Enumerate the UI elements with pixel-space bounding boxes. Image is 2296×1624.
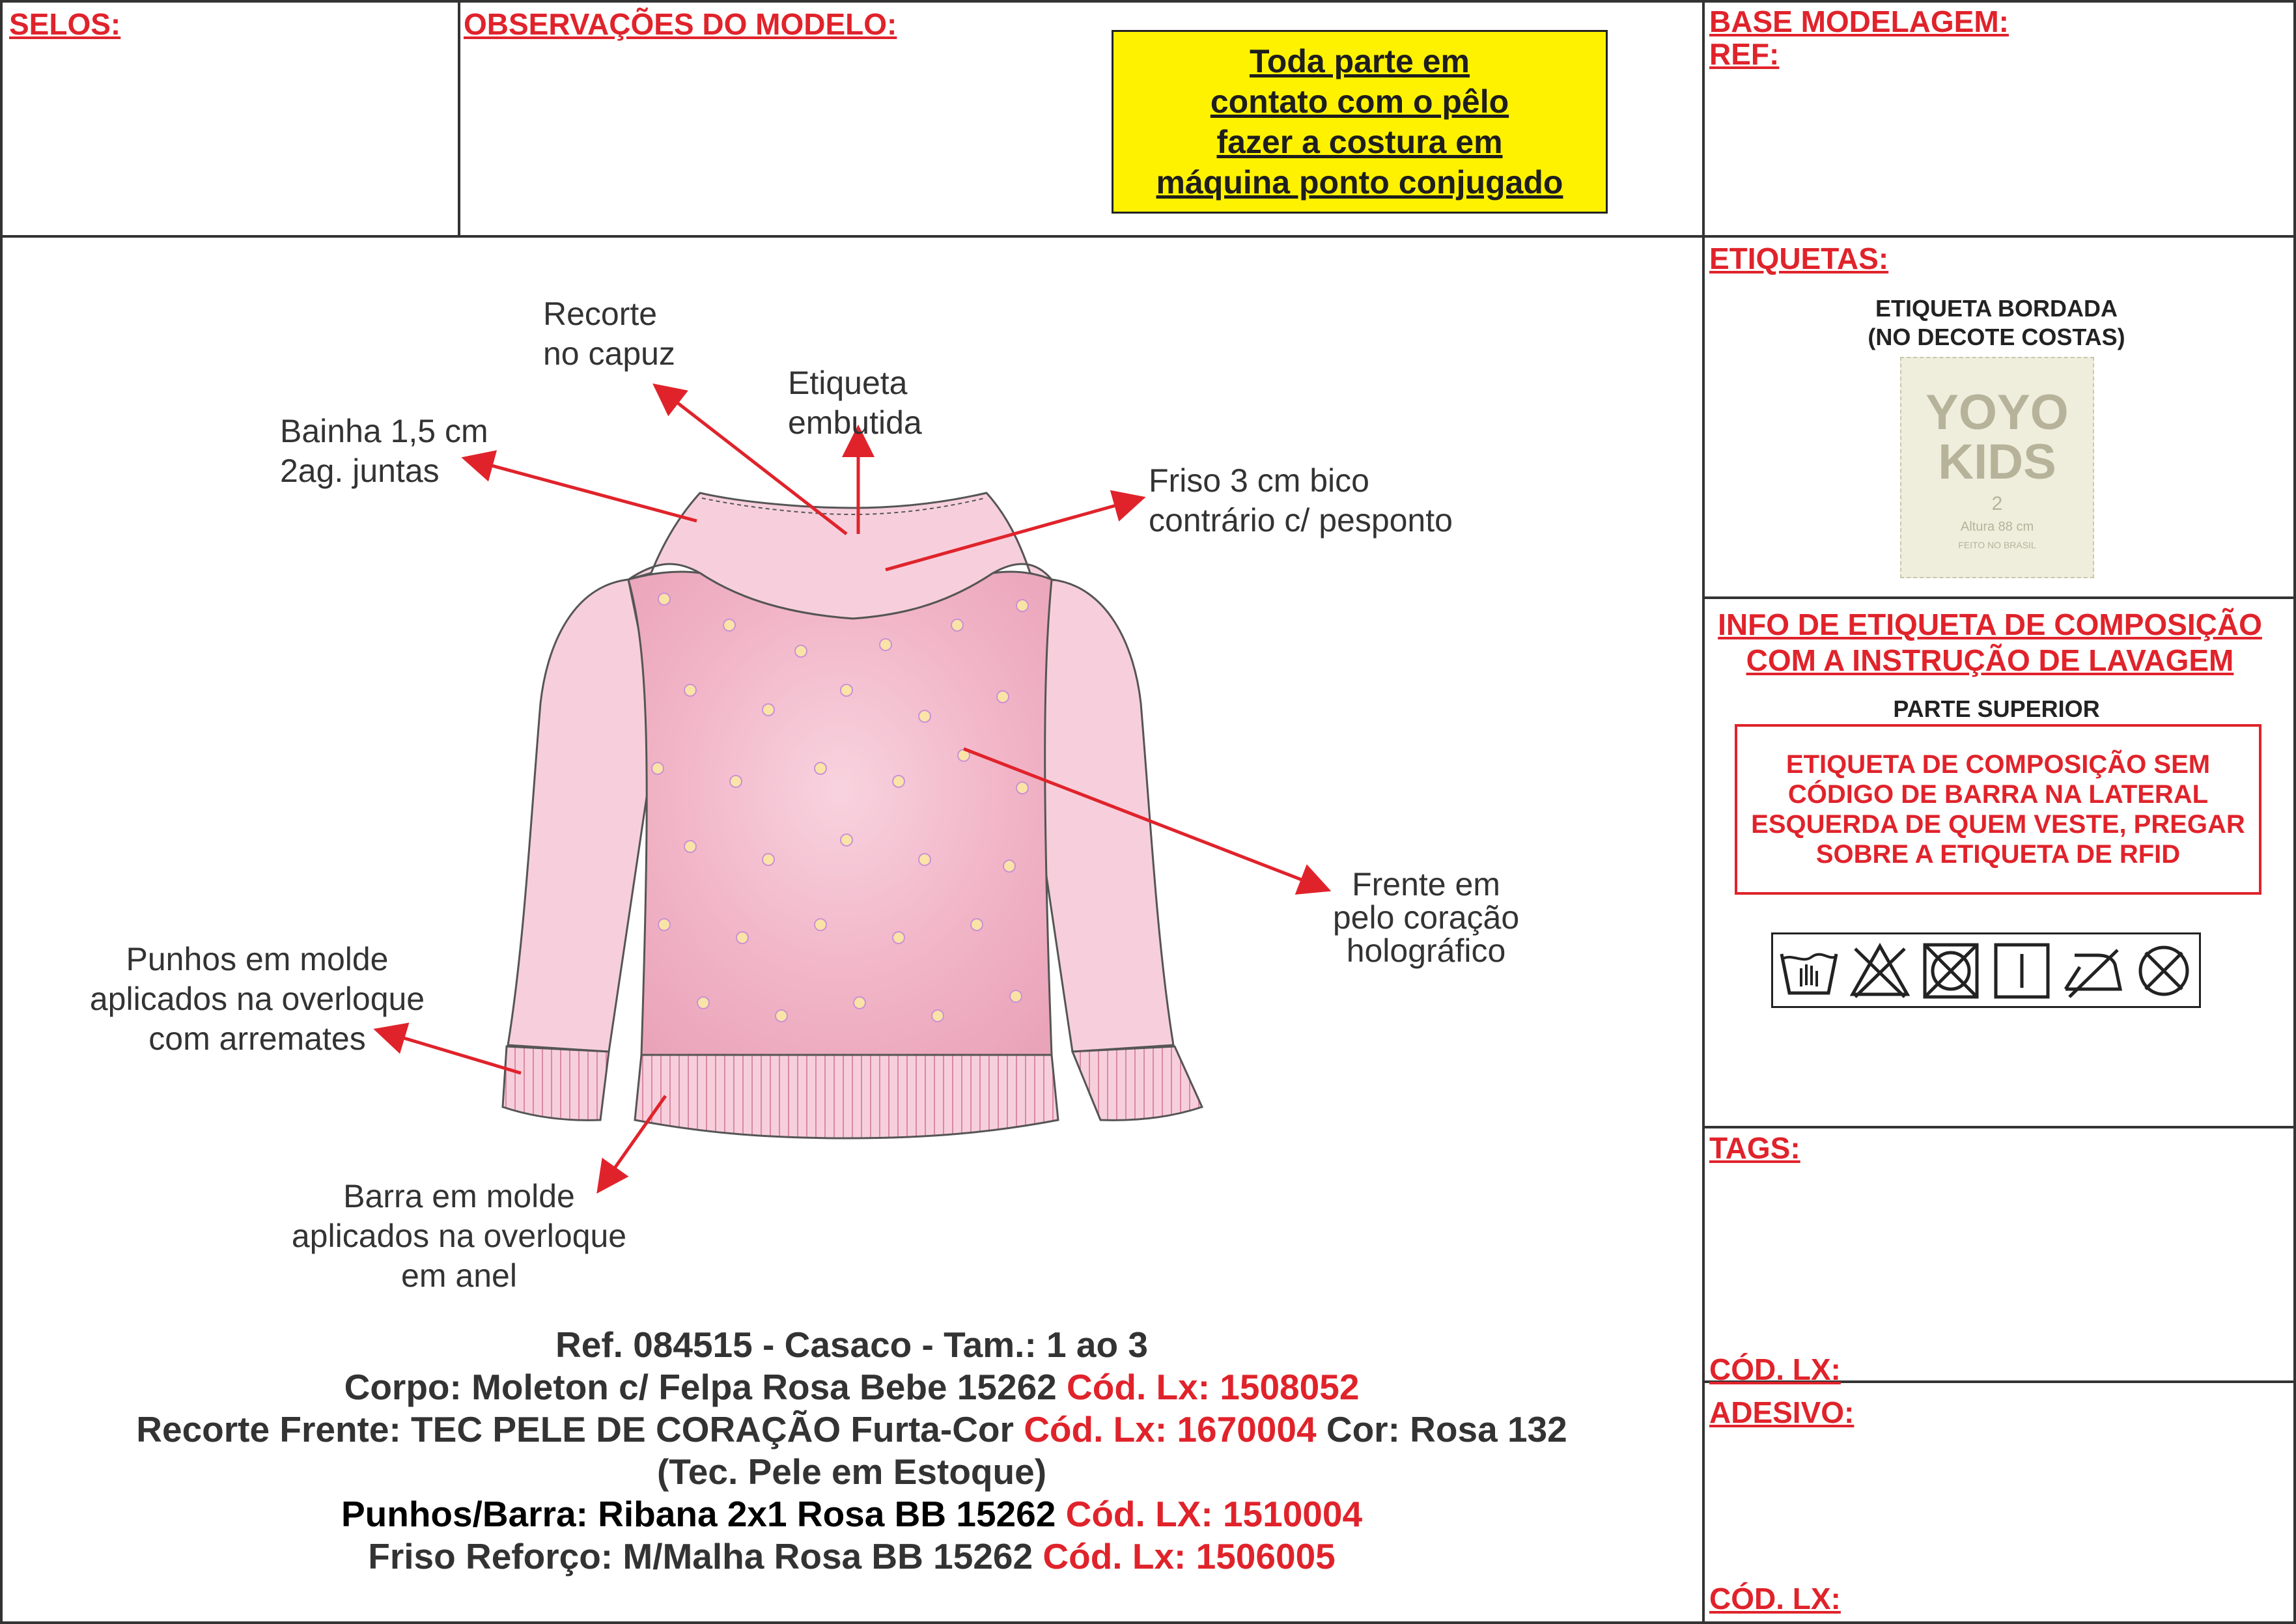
callout-line: Frente em	[1352, 866, 1500, 903]
etiquetas-header: ETIQUETAS:	[1709, 242, 1889, 275]
observation-note	[1112, 30, 1608, 214]
no-tumble-dry-icon	[1918, 941, 1983, 1000]
selos-header: SELOS:	[9, 7, 121, 41]
spec-estoque-line: (Tec. Pele em Estoque)	[656, 1451, 1047, 1492]
line-dry-icon	[1989, 941, 2054, 1000]
etiqueta-description	[1801, 294, 2192, 352]
callout-line: Barra em molde	[343, 1178, 575, 1214]
callout-line: Friso 3 cm bico	[1149, 462, 1369, 499]
observacoes-header: OBSERVAÇÕES DO MODELO:	[464, 7, 897, 41]
callout-bainha	[280, 412, 488, 491]
note-line: máquina ponto conjugado	[1156, 164, 1563, 201]
spec-text: Punhos/Barra: Ribana 2x1 Rosa BB 15262	[341, 1494, 1066, 1534]
header-line: INFO DE ETIQUETA DE COMPOSIÇÃO	[1718, 608, 2262, 641]
callout-friso	[1149, 461, 1453, 540]
parte-superior-label: PARTE SUPERIOR	[1893, 695, 2100, 722]
spec-text: Cor: Rosa 132	[1316, 1409, 1567, 1449]
tags-header: TAGS:	[1709, 1131, 1800, 1165]
callout-line: em anel	[401, 1257, 517, 1294]
spec-punhos-line	[0, 1493, 1703, 1535]
header-line: COM A INSTRUÇÃO DE LAVAGEM	[1746, 643, 2234, 678]
adesivo-cod-lx: CÓD. LX:	[1709, 1582, 1841, 1616]
instruction-line: ESQUERDA DE QUEM VESTE, PREGAR	[1751, 810, 2245, 839]
no-iron-icon	[2060, 941, 2125, 1000]
spec-text: Friso Reforço: M/Malha Rosa BB 15262	[368, 1536, 1043, 1576]
care-symbols	[1771, 932, 2201, 1008]
no-dry-clean-icon	[2131, 941, 2196, 1000]
callout-barra	[267, 1177, 651, 1296]
callout-frente	[1302, 868, 1550, 968]
callout-line: contrário c/ pesponto	[1149, 502, 1453, 539]
wash-hand-icon	[1776, 941, 1841, 1000]
callout-line: aplicados na overloque	[89, 981, 425, 1017]
spec-recorte-line	[0, 1408, 1703, 1451]
callout-line: aplicados na overloque	[291, 1218, 627, 1254]
info-composicao-header	[1716, 607, 2263, 679]
callout-line: holográfico	[1346, 932, 1506, 969]
callout-line: Bainha 1,5 cm	[280, 413, 488, 449]
callout-line: Recorte	[543, 296, 658, 332]
instruction-line: CÓDIGO DE BARRA NA LATERAL	[1787, 780, 2209, 809]
callout-line: com arremates	[148, 1020, 366, 1057]
etiqueta-line: ETIQUETA BORDADA	[1875, 295, 2118, 322]
callout-line: 2ag. juntas	[280, 453, 440, 489]
size-text: 2	[1991, 493, 2003, 514]
spec-code: Cód. Lx: 1670004	[1024, 1409, 1317, 1449]
note-line: contato com o pêlo	[1210, 83, 1509, 120]
ref-header: REF:	[1709, 37, 1780, 71]
spec-code: Cód. LX: 1510004	[1065, 1494, 1363, 1534]
composicao-instruction-box	[1735, 724, 2261, 895]
spec-corpo-line	[0, 1366, 1703, 1408]
tags-cod-lx: CÓD. LX:	[1709, 1352, 1841, 1386]
spec-text: Corpo: Moleton c/ Felpa Rosa Bebe 15262	[344, 1367, 1067, 1407]
callout-line: embutida	[788, 404, 922, 441]
callout-line: Punhos em molde	[126, 941, 389, 977]
callout-recorte	[543, 294, 675, 374]
adesivo-header: ADESIVO:	[1709, 1395, 1855, 1429]
yoyo-kids-label	[1900, 357, 2094, 578]
instruction-line: ETIQUETA DE COMPOSIÇÃO SEM	[1785, 750, 2211, 779]
spec-friso-line	[0, 1535, 1703, 1578]
instruction-line: SOBRE A ETIQUETA DE RFID	[1815, 840, 2181, 869]
callout-punhos	[65, 940, 449, 1059]
hoodie-illustration	[503, 493, 1202, 1138]
callout-etiqueta	[788, 363, 922, 443]
spec-ref-line: Ref. 084515 - Casaco - Tam.: 1 ao 3	[555, 1324, 1148, 1365]
logo-line: KIDS	[1938, 434, 2056, 490]
no-bleach-icon	[1847, 941, 1912, 1000]
altura-text: Altura 88 cm	[1960, 520, 2034, 534]
etiqueta-line: (NO DECOTE COSTAS)	[1868, 324, 2125, 350]
feito-text: FEITO NO BRASIL	[1958, 540, 2036, 550]
base-modelagem-header: BASE MODELAGEM:	[1709, 5, 2009, 38]
note-line: Toda parte em	[1249, 43, 1470, 79]
note-line: fazer a costura em	[1216, 124, 1503, 160]
callout-line: pelo coração	[1332, 899, 1520, 936]
logo-line: YOYO	[1925, 385, 2069, 440]
callout-line: Etiqueta	[788, 365, 908, 401]
spec-code: Cód. Lx: 1508052	[1067, 1367, 1360, 1407]
spec-text: Recorte Frente: TEC PELE DE CORAÇÃO Furta-Cor	[136, 1409, 1024, 1449]
spec-code: Cód. Lx: 1506005	[1043, 1536, 1336, 1576]
callout-line: no capuz	[543, 335, 675, 372]
